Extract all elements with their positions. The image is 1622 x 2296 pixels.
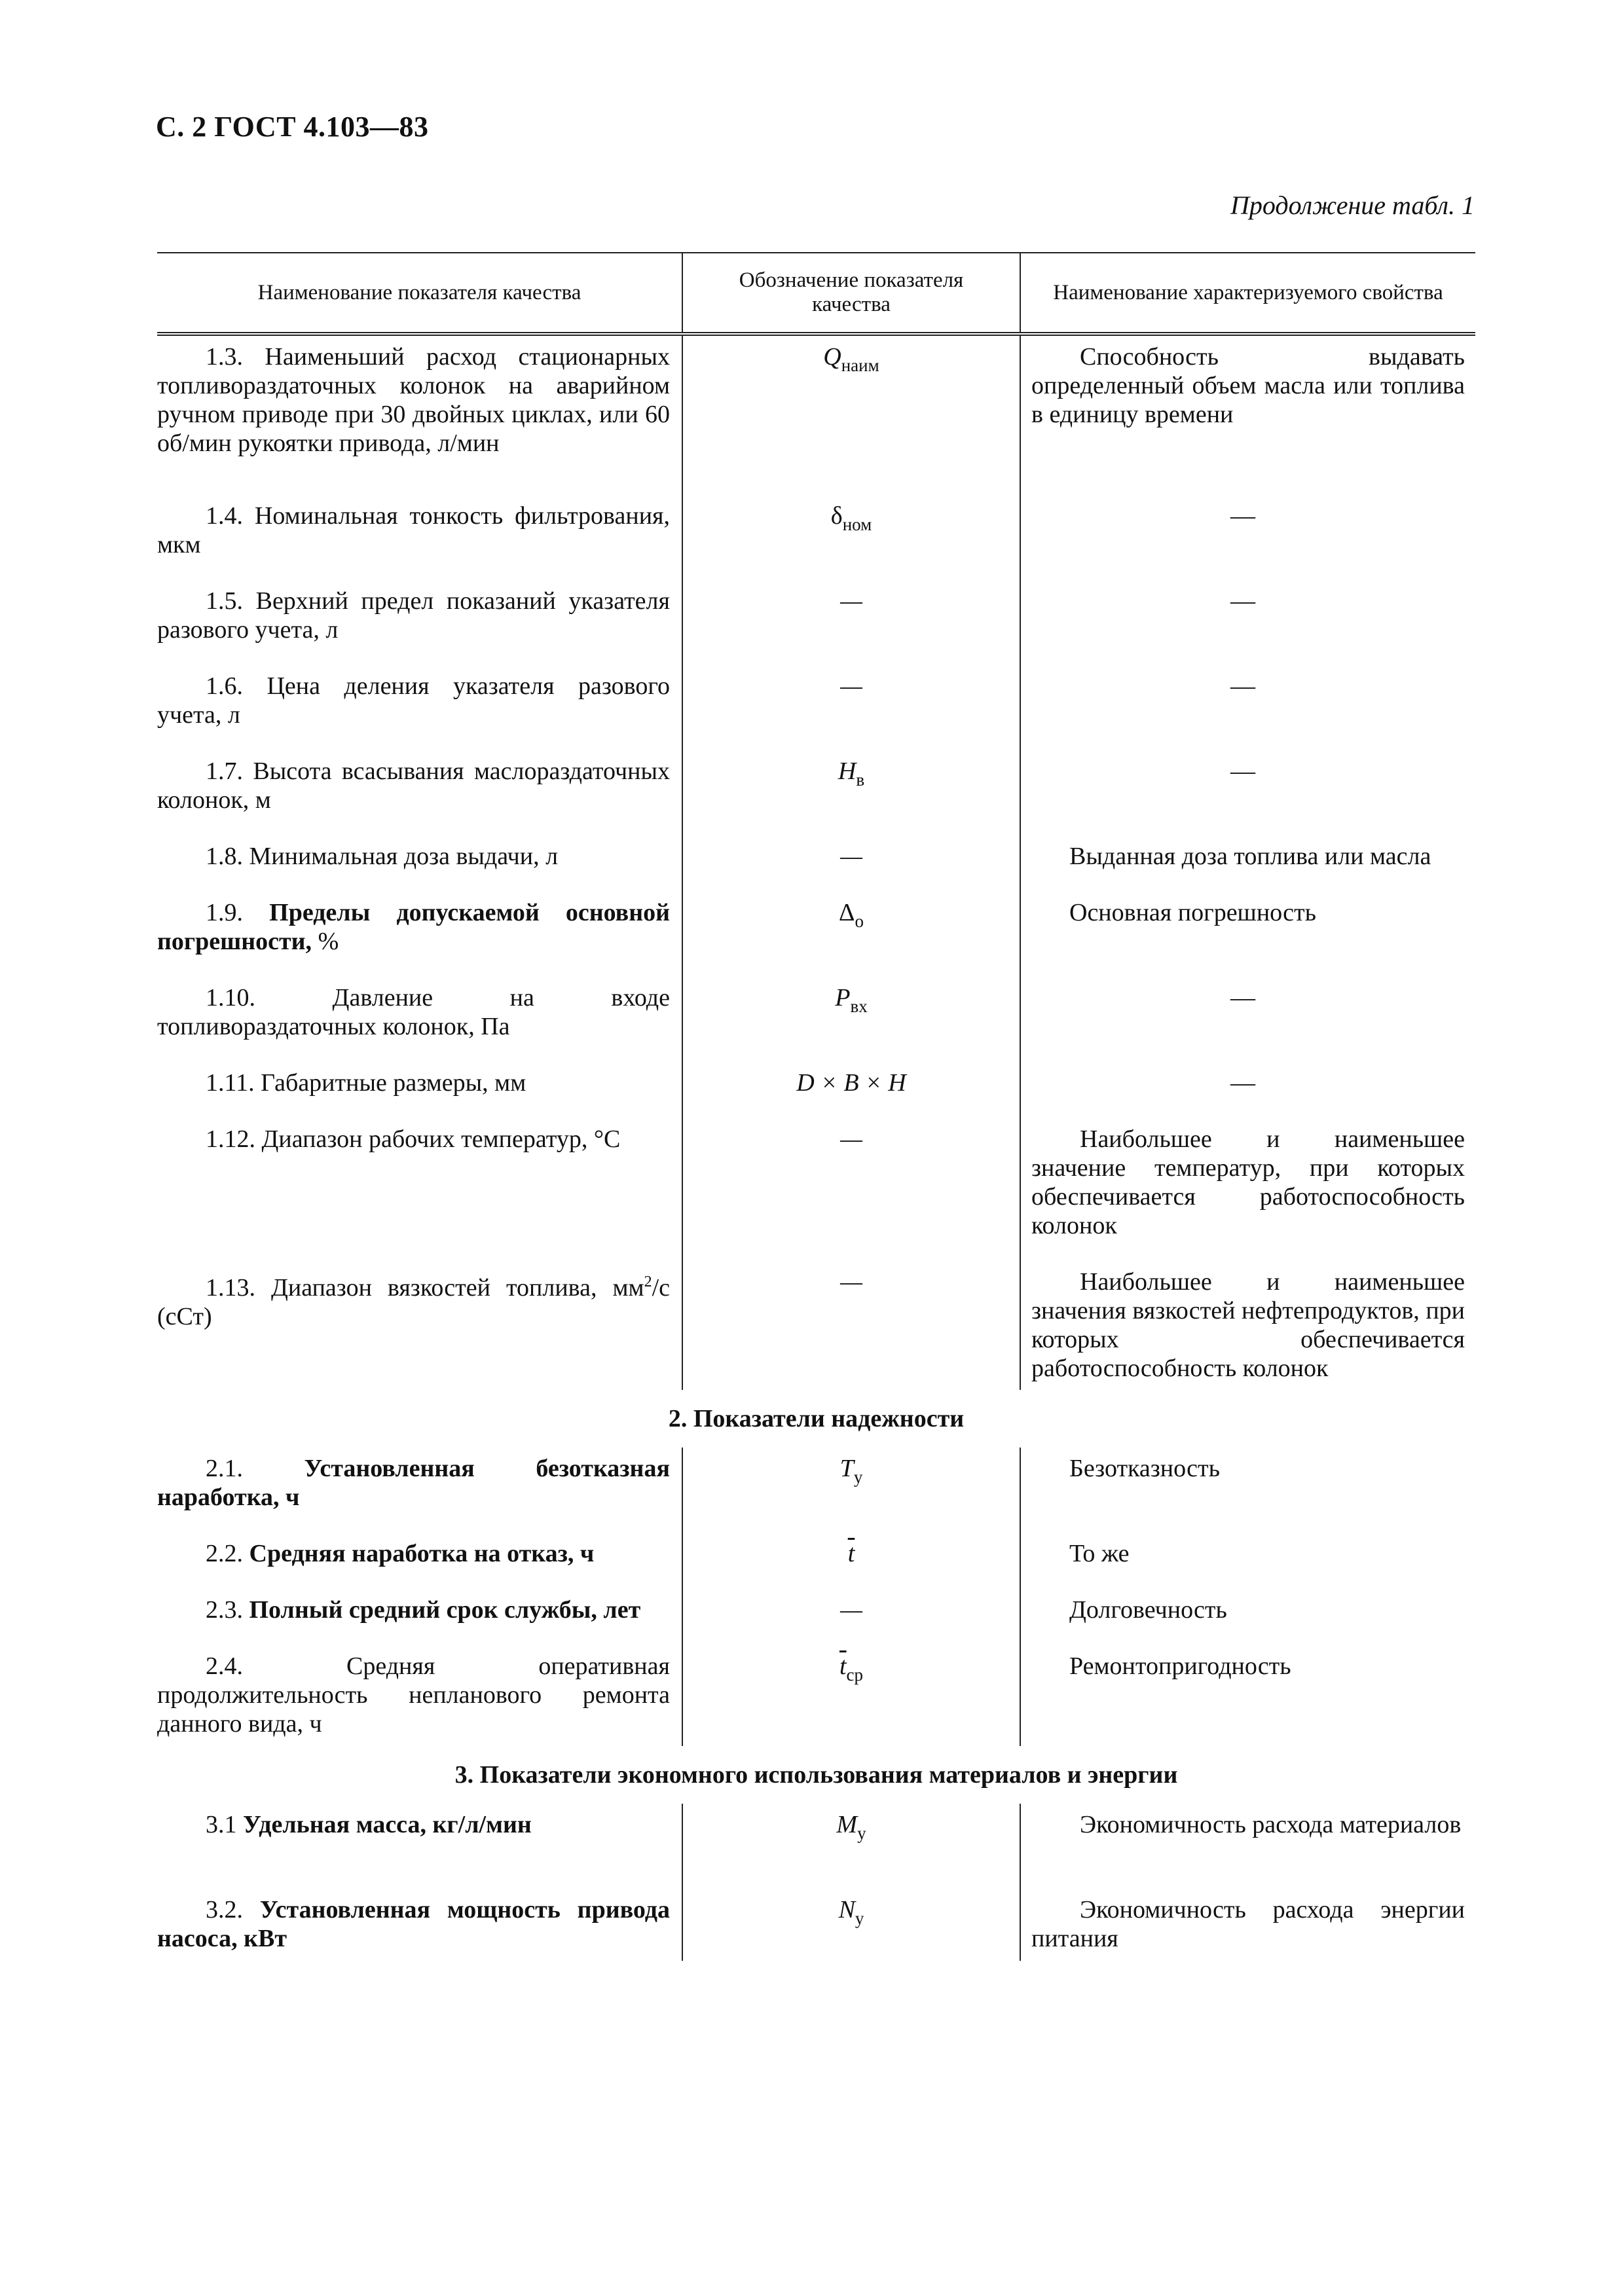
indicator-name: 3.2. Установленная мощность привода насоса, кВт [157, 1896, 670, 1952]
indicator-symbol: — [682, 1589, 1020, 1645]
indicator-symbol: — [682, 1118, 1020, 1261]
section-title-reliability: 2. Показатели надежности [668, 1405, 965, 1432]
table-row [157, 835, 1475, 892]
indicator-name: 2.2. Средняя наработка на отказ, ч [206, 1540, 595, 1567]
section-title-economy: 3. Показатели экономного использования материалов и энергии [454, 1761, 1178, 1789]
table-row [157, 665, 1475, 750]
column-header-symbol: Обозначение показателя качества [682, 253, 1020, 332]
indicator-symbol: $\overline{t}_{ср}$ [682, 1645, 1020, 1746]
indicator-name: 1.7. Высота всасывания маслораздаточных колонок, м [157, 757, 670, 814]
table-row [157, 1448, 1475, 1533]
indicator-name: 3.1 Удельная масса, кг/л/мин [206, 1811, 532, 1838]
table-row [157, 495, 1475, 580]
indicator-name: 1.4. Номинальная тонкость фильтрования, мкм [157, 502, 671, 558]
indicator-property: — [1020, 665, 1475, 750]
indicator-symbol: $\delta_{ном}$ [682, 495, 1020, 580]
indicator-property: — [1020, 750, 1475, 835]
indicator-property: — [1020, 977, 1475, 1062]
indicator-property: Экономичность расхода материалов [1020, 1804, 1475, 1889]
indicator-symbol: $\Delta_о$ [682, 892, 1020, 977]
indicator-property: Основная погрешность [1020, 892, 1475, 977]
table-header [157, 252, 1475, 336]
indicator-symbol: $P_{вх}$ [682, 977, 1020, 1062]
page-header: С. 2 ГОСТ 4.103—83 [156, 111, 429, 143]
indicator-property: — [1020, 580, 1475, 665]
indicator-symbol: $H_в$ [682, 750, 1020, 835]
indicator-property: Безотказность [1020, 1448, 1475, 1533]
indicator-property: — [1020, 1062, 1475, 1118]
indicator-symbol: — [682, 580, 1020, 665]
indicator-symbol: $Q_{наим}$ [682, 336, 1020, 495]
table-row [157, 892, 1475, 977]
indicator-property: Ремонтопригодность [1020, 1645, 1475, 1746]
table-row [157, 580, 1475, 665]
table-row [157, 1118, 1475, 1261]
table-row [157, 1589, 1475, 1645]
indicator-property: Выданная доза топлива или масла [1020, 835, 1475, 892]
indicator-property: Способность выдавать определенный объем масла или топлива в единицу времени [1020, 336, 1475, 495]
indicator-property: Экономичность расхода энергии питания [1020, 1889, 1475, 1961]
table-row [157, 1062, 1475, 1118]
indicator-property: Наибольшее и наименьшее значения вязкостей нефтепродуктов, при которых обеспечивается работоспособность колонок [1020, 1261, 1475, 1390]
indicator-name: 1.11. Габаритные размеры, мм [206, 1069, 526, 1097]
column-header-property: Наименование характеризуемого свойства [1020, 253, 1475, 332]
table-row [157, 1889, 1475, 1961]
column-header-name: Наименование показателя качества [257, 280, 581, 304]
indicator-property: Наибольшее и наименьшее значение температур, при которых обеспечивается работоспособность колонок [1020, 1118, 1475, 1261]
indicator-symbol: $T_у$ [682, 1448, 1020, 1533]
indicator-name: 2.4. Средняя оперативная продолжительность непланового ремонта данного вида, ч [157, 1652, 670, 1738]
indicator-name: 2.1. Установленная безотказная наработка, ч [157, 1455, 670, 1511]
indicator-symbol: — [682, 665, 1020, 750]
indicator-symbol: — [682, 835, 1020, 892]
indicator-symbol: D × B × H [682, 1062, 1020, 1118]
indicator-name: 1.12. Диапазон рабочих температур, °С [206, 1125, 621, 1153]
quality-indicators-table [157, 252, 1475, 1961]
table-row [157, 1804, 1475, 1889]
indicator-name: 1.10. Давление на входе топливораздаточных колонок, Па [157, 984, 670, 1040]
indicator-name: 2.3. Полный средний срок службы, лет [206, 1596, 641, 1624]
table-row [157, 1533, 1475, 1589]
indicator-symbol: $\overline{t}$ [682, 1533, 1020, 1589]
indicator-name: 1.3. Наименьший расход стационарных топливораздаточных колонок на аварийном ручном приводе при 30 двойных циклах, или 60 об/мин рукоятки привода, л/мин [157, 343, 670, 457]
indicator-name: 1.13. Диапазон вязкостей топлива, $мм^2/с$ (сСт) [157, 1273, 670, 1330]
indicator-symbol: — [682, 1261, 1020, 1390]
table-row [157, 750, 1475, 835]
table-row [157, 977, 1475, 1062]
indicator-property: Долговечность [1020, 1589, 1475, 1645]
indicator-property: То же [1020, 1533, 1475, 1589]
indicator-name: 1.5. Верхний предел показаний указателя разового учета, л [157, 587, 670, 644]
indicator-name: 1.9. Пределы допускаемой основной погрешности, % [157, 899, 670, 955]
table-row [157, 336, 1475, 495]
indicator-symbol: $M_у$ [682, 1804, 1020, 1889]
table-row [157, 1261, 1475, 1390]
indicator-name: 1.6. Цена деления указателя разового учета, л [157, 672, 671, 729]
indicator-symbol: $N_у$ [682, 1889, 1020, 1961]
indicator-property: — [1020, 495, 1475, 580]
table-continuation-label: Продолжение табл. 1 [1230, 191, 1475, 220]
table-row [157, 1645, 1475, 1746]
indicator-name: 1.8. Минимальная доза выдачи, л [206, 843, 559, 870]
